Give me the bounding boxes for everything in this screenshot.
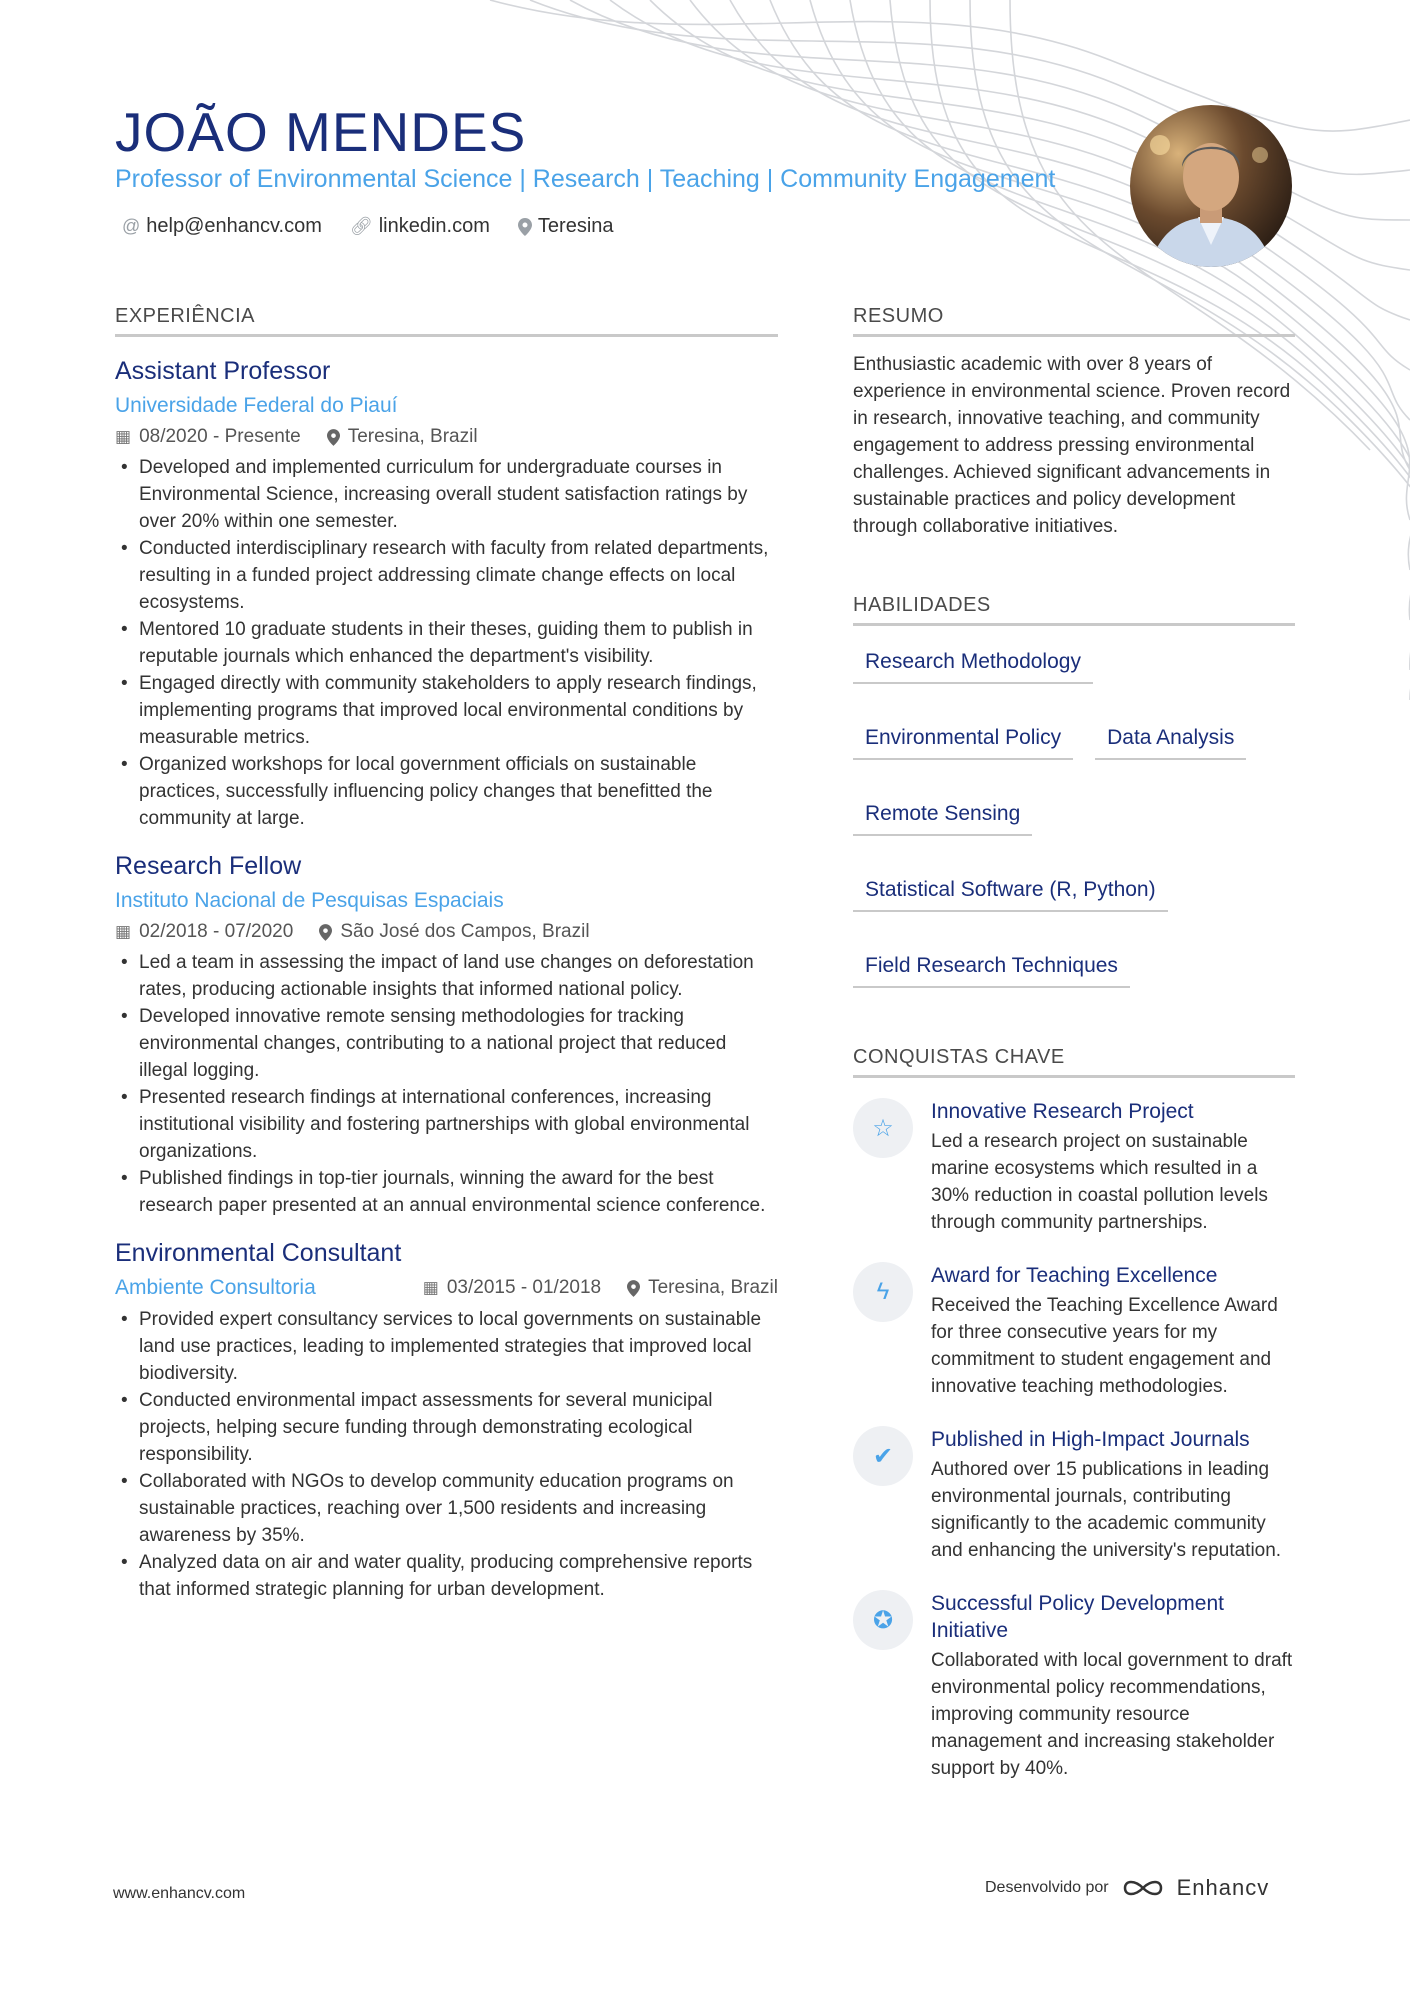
bullet-item: • Published findings in top-tier journals, winning the award for the best research paper presented at an annual environmental science conference. [115, 1165, 778, 1219]
skills-heading: HABILIDADES [853, 594, 1295, 626]
skill-tag: Environmental Policy [853, 720, 1073, 760]
job-dates: 03/2015 - 01/2018 [446, 1277, 602, 1298]
calendar-icon: ▦ [422, 1278, 439, 1297]
job-bullets [115, 1306, 778, 1603]
experience-section [115, 305, 778, 1603]
achievement-title: Innovative Research Project [931, 1100, 1194, 1123]
location-contact [518, 215, 614, 238]
skill-tag: Data Analysis [1095, 720, 1246, 760]
enhancv-logo-icon [1121, 1876, 1165, 1900]
location-pin-icon [627, 1280, 640, 1297]
job-dates: 08/2020 - Presente [139, 426, 301, 447]
job-company: Ambiente Consultoria [115, 1276, 316, 1299]
linkedin-contact[interactable] [350, 215, 490, 238]
location-text: Teresina [537, 215, 614, 237]
job-title: Research Fellow [115, 852, 302, 880]
bullet-item: • Mentored 10 graduate students in their theses, guiding them to publish in reputable journals which enhanced the department's visibility. [115, 616, 778, 670]
bullet-item: • Engaged directly with community stakeholders to apply research findings, implementing programs that improved local environmental conditions by measurable metrics. [115, 670, 778, 751]
location-pin-icon [319, 924, 332, 941]
bolt-icon: ϟ [853, 1262, 913, 1322]
candidate-tagline: Professor of Environmental Science | Research | Teaching | Community Engagement [115, 165, 1056, 193]
job-entry [115, 852, 778, 1219]
bullet-item: • Conducted environmental impact assessments for several municipal projects, helping secure funding through demonstrating ecological responsibility. [115, 1387, 778, 1468]
job-location: Teresina, Brazil [347, 426, 478, 447]
job-location: Teresina, Brazil [648, 1277, 778, 1298]
job-title: Environmental Consultant [115, 1239, 402, 1267]
calendar-icon: ▦ [115, 922, 132, 941]
email-text: help@enhancv.com [146, 215, 322, 237]
summary-text: Enthusiastic academic with over 8 years of experience in environmental science. Proven record in research, innovative teaching, and community engagement to address pressing environmental challenges. Achieved significant advancements in sustainable practices and policy development through collaborative initiatives. [853, 354, 1291, 537]
achievement-text: Authored over 15 publications in leading environmental journals, contributing significantly to the academic community and enhancing the university's reputation. [931, 1459, 1282, 1561]
achievement-text: Collaborated with local government to draft environmental policy recommendations, improving community resource management and increasing stakeholder support by 40%. [931, 1650, 1293, 1779]
bullet-item: • Presented research findings at international conferences, increasing institutional visibility and fostering partnerships with global environmental organizations. [115, 1084, 778, 1165]
skill-tag: Field Research Techniques [853, 948, 1130, 988]
skill-tag: Statistical Software (R, Python) [853, 872, 1168, 912]
skill-tag: Research Methodology [853, 644, 1093, 684]
candidate-name: JOÃO MENDES [115, 101, 527, 163]
achievement-item [853, 1426, 1295, 1564]
job-meta [115, 426, 778, 448]
at-icon: @ [122, 216, 141, 236]
achievements-heading: CONQUISTAS CHAVE [853, 1046, 1295, 1078]
job-location: São José dos Campos, Brazil [340, 921, 590, 942]
bullet-item: • Developed and implemented curriculum for undergraduate courses in Environmental Science, increasing overall student satisfaction ratings by over 20% within one semester. [115, 454, 778, 535]
job-bullets [115, 949, 778, 1219]
job-bullets [115, 454, 778, 832]
job-dates: 02/2018 - 07/2020 [139, 921, 294, 942]
skill-tag: Remote Sensing [853, 796, 1032, 836]
linkedin-text: linkedin.com [378, 215, 490, 237]
achievements-list [853, 1098, 1295, 1782]
job-company: Universidade Federal do Piauí [115, 394, 398, 417]
bullet-item: • Analyzed data on air and water quality, producing comprehensive reports that informed strategic planning for urban development. [115, 1549, 778, 1603]
job-meta [115, 921, 778, 943]
contact-row [122, 215, 614, 238]
bullet-item: • Led a team in assessing the impact of land use changes on deforestation rates, producing actionable insights that informed national policy. [115, 949, 778, 1003]
powered-by-text: Desenvolvido por [985, 1879, 1109, 1896]
achievement-text: Led a research project on sustainable marine ecosystems which resulted in a 30% reduction in coastal pollution levels through community partnerships. [931, 1131, 1268, 1233]
email-contact[interactable] [122, 215, 322, 238]
achievement-title: Award for Teaching Excellence [931, 1264, 1218, 1287]
bullet-item: • Developed innovative remote sensing methodologies for tracking environmental changes, contributing to a national project that reduced illegal logging. [115, 1003, 778, 1084]
achievement-title: Published in High-Impact Journals [931, 1428, 1250, 1451]
brand-name: Enhancv [1176, 1875, 1270, 1900]
bullet-item: • Conducted interdisciplinary research with faculty from related departments, resulting in a funded project addressing climate change effects on local ecosystems. [115, 535, 778, 616]
award-icon: ✪ [853, 1590, 913, 1650]
profile-photo [1130, 105, 1292, 267]
achievement-item [853, 1098, 1295, 1236]
achievement-title: Successful Policy Development Initiative [931, 1592, 1224, 1642]
experience-heading: EXPERIÊNCIA [115, 305, 778, 337]
achievement-text: Received the Teaching Excellence Award for three consecutive years for my commitment to student engagement and innovative teaching methodologies. [931, 1295, 1278, 1397]
achievement-item [853, 1590, 1295, 1782]
location-pin-icon [518, 218, 532, 236]
job-company-row [115, 1276, 778, 1300]
summary-heading: RESUMO [853, 305, 1295, 337]
bullet-item: • Organized workshops for local government officials on sustainable practices, successfully influencing policy changes that benefitted the community at large. [115, 751, 778, 832]
star-icon: ☆ [853, 1098, 913, 1158]
footer-website[interactable]: www.enhancv.com [113, 1885, 246, 1902]
skills-list [853, 644, 1295, 988]
job-meta [423, 1277, 778, 1299]
job-title: Assistant Professor [115, 357, 331, 385]
bullet-item: • Collaborated with NGOs to develop community education programs on sustainable practices, reaching over 1,500 residents and increasing awareness by 35%. [115, 1468, 778, 1549]
achievement-item [853, 1262, 1295, 1400]
location-pin-icon [327, 429, 340, 446]
job-entry [115, 1239, 778, 1603]
job-entry [115, 357, 778, 832]
job-company: Instituto Nacional de Pesquisas Espaciais [115, 889, 504, 912]
sidebar-column [853, 305, 1295, 1782]
bullet-item: • Provided expert consultancy services to local governments on sustainable land use practices, leading to implemented strategies that improved local biodiversity. [115, 1306, 778, 1387]
link-icon: 🔗︎ [349, 216, 373, 236]
calendar-icon: ▦ [115, 427, 132, 446]
footer-branding [985, 1875, 1269, 1901]
check-icon: ✔ [853, 1426, 913, 1486]
